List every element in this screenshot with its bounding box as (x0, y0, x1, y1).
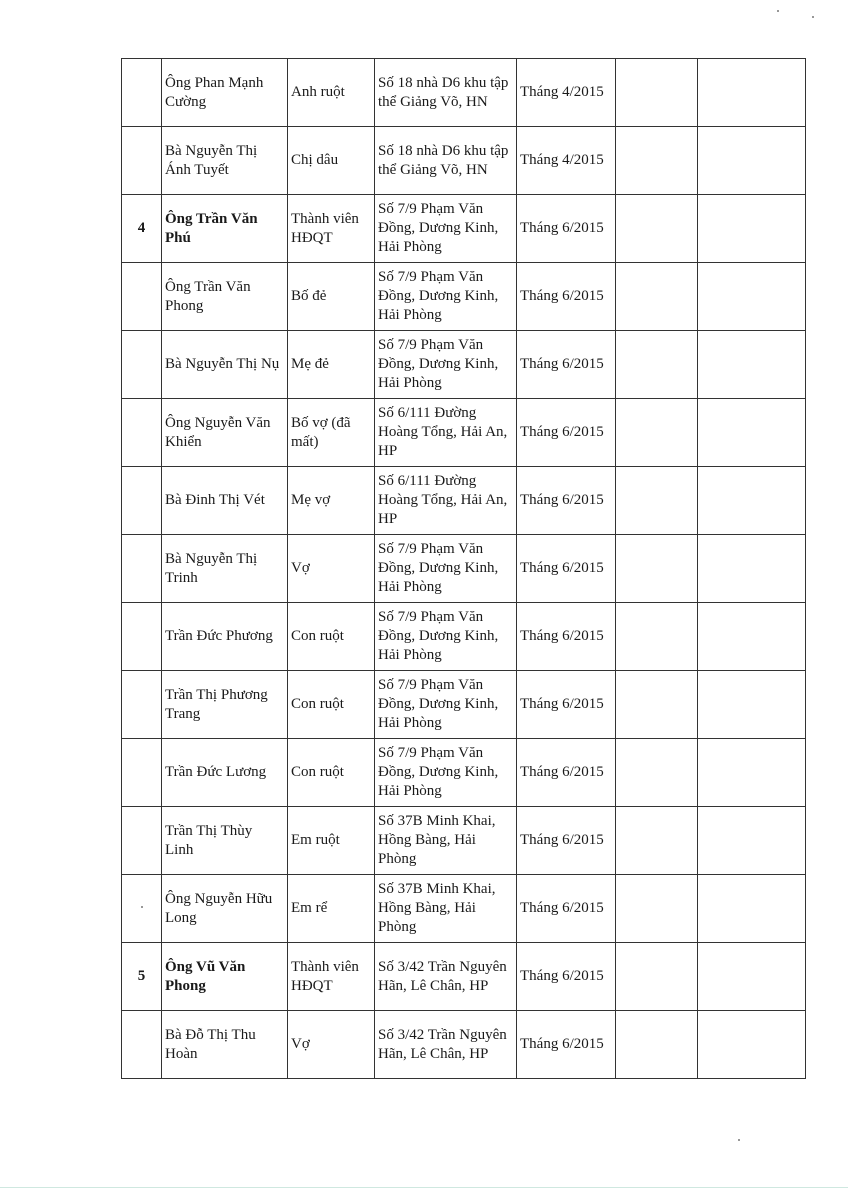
person-name: Ông Nguyễn Văn Khiển (162, 399, 288, 467)
row-number: 5 (122, 943, 162, 1011)
address: Số 7/9 Phạm Văn Đồng, Dương Kinh, Hải Phòng (375, 263, 517, 331)
row-number (122, 739, 162, 807)
address: Số 18 nhà D6 khu tập thể Giảng Võ, HN (375, 59, 517, 127)
empty-cell (616, 59, 698, 127)
relationship: Em rể (288, 875, 375, 943)
person-name: Ông Trần Văn Phong (162, 263, 288, 331)
empty-cell (616, 943, 698, 1011)
scan-speck (738, 1139, 740, 1141)
empty-cell (616, 807, 698, 875)
table-row (122, 875, 806, 943)
empty-cell (616, 195, 698, 263)
row-number: 4 (122, 195, 162, 263)
person-name: Ông Vũ Văn Phong (162, 943, 288, 1011)
address: Số 7/9 Phạm Văn Đồng, Dương Kinh, Hải Phòng (375, 603, 517, 671)
time: Tháng 6/2015 (517, 331, 616, 399)
address: Số 37B Minh Khai, Hồng Bàng, Hải Phòng (375, 875, 517, 943)
row-number (122, 603, 162, 671)
person-name: Ông Phan Mạnh Cường (162, 59, 288, 127)
person-name: Bà Nguyễn Thị Ánh Tuyết (162, 127, 288, 195)
person-name: Trần Thị Phương Trang (162, 671, 288, 739)
relationship: Chị dâu (288, 127, 375, 195)
row-number (122, 875, 162, 943)
time: Tháng 6/2015 (517, 807, 616, 875)
empty-cell (616, 263, 698, 331)
table-row (122, 535, 806, 603)
table-row (122, 943, 806, 1011)
row-number (122, 535, 162, 603)
person-name: Trần Đức Phương (162, 603, 288, 671)
address: Số 7/9 Phạm Văn Đồng, Dương Kinh, Hải Phòng (375, 535, 517, 603)
person-name: Trần Thị Thùy Linh (162, 807, 288, 875)
table-row (122, 671, 806, 739)
row-number (122, 331, 162, 399)
address: Số 3/42 Trần Nguyên Hãn, Lê Chân, HP (375, 943, 517, 1011)
address: Số 37B Minh Khai, Hồng Bàng, Hải Phòng (375, 807, 517, 875)
time: Tháng 6/2015 (517, 399, 616, 467)
address: Số 7/9 Phạm Văn Đồng, Dương Kinh, Hải Phòng (375, 331, 517, 399)
address: Số 7/9 Phạm Văn Đồng, Dương Kinh, Hải Phòng (375, 195, 517, 263)
empty-cell (698, 1011, 806, 1079)
relationship: Em ruột (288, 807, 375, 875)
table-row (122, 127, 806, 195)
scan-speck (141, 906, 143, 908)
empty-cell (616, 739, 698, 807)
empty-cell (616, 331, 698, 399)
time: Tháng 6/2015 (517, 1011, 616, 1079)
relationship: Mẹ vợ (288, 467, 375, 535)
time: Tháng 4/2015 (517, 127, 616, 195)
address: Số 3/42 Trần Nguyên Hãn, Lê Chân, HP (375, 1011, 517, 1079)
empty-cell (616, 875, 698, 943)
row-number (122, 467, 162, 535)
time: Tháng 6/2015 (517, 875, 616, 943)
time: Tháng 4/2015 (517, 59, 616, 127)
row-number (122, 399, 162, 467)
table-row (122, 331, 806, 399)
person-name: Bà Đinh Thị Vét (162, 467, 288, 535)
address: Số 6/111 Đường Hoàng Tổng, Hải An, HP (375, 467, 517, 535)
empty-cell (698, 195, 806, 263)
scan-speck (812, 16, 814, 18)
relationship: Con ruột (288, 739, 375, 807)
empty-cell (698, 127, 806, 195)
relationship: Thành viên HĐQT (288, 943, 375, 1011)
row-number (122, 263, 162, 331)
related-persons-table (121, 58, 806, 1079)
relationship: Vợ (288, 1011, 375, 1079)
time: Tháng 6/2015 (517, 195, 616, 263)
empty-cell (698, 331, 806, 399)
row-number (122, 807, 162, 875)
relationship: Mẹ đẻ (288, 331, 375, 399)
person-name: Ông Trần Văn Phú (162, 195, 288, 263)
scan-edge-line (0, 1187, 848, 1188)
person-name: Bà Đỗ Thị Thu Hoàn (162, 1011, 288, 1079)
table-row (122, 807, 806, 875)
empty-cell (698, 739, 806, 807)
relationship: Thành viên HĐQT (288, 195, 375, 263)
row-number (122, 1011, 162, 1079)
table-row (122, 739, 806, 807)
address: Số 7/9 Phạm Văn Đồng, Dương Kinh, Hải Phòng (375, 671, 517, 739)
relationship: Con ruột (288, 671, 375, 739)
empty-cell (616, 399, 698, 467)
person-name: Bà Nguyễn Thị Trinh (162, 535, 288, 603)
row-number (122, 127, 162, 195)
time: Tháng 6/2015 (517, 535, 616, 603)
empty-cell (698, 263, 806, 331)
empty-cell (698, 59, 806, 127)
table-body (122, 59, 806, 1079)
person-name: Bà Nguyễn Thị Nụ (162, 331, 288, 399)
table-row (122, 263, 806, 331)
empty-cell (616, 603, 698, 671)
table-row (122, 603, 806, 671)
empty-cell (616, 127, 698, 195)
table-row (122, 467, 806, 535)
address: Số 7/9 Phạm Văn Đồng, Dương Kinh, Hải Phòng (375, 739, 517, 807)
empty-cell (698, 399, 806, 467)
empty-cell (698, 467, 806, 535)
table-row (122, 399, 806, 467)
empty-cell (698, 603, 806, 671)
relationship: Vợ (288, 535, 375, 603)
row-number (122, 59, 162, 127)
address: Số 6/111 Đường Hoàng Tổng, Hải An, HP (375, 399, 517, 467)
relationship: Anh ruột (288, 59, 375, 127)
empty-cell (698, 535, 806, 603)
address: Số 18 nhà D6 khu tập thể Giảng Võ, HN (375, 127, 517, 195)
empty-cell (698, 671, 806, 739)
time: Tháng 6/2015 (517, 943, 616, 1011)
time: Tháng 6/2015 (517, 467, 616, 535)
empty-cell (616, 535, 698, 603)
empty-cell (698, 943, 806, 1011)
time: Tháng 6/2015 (517, 263, 616, 331)
empty-cell (616, 1011, 698, 1079)
relationship: Bố đẻ (288, 263, 375, 331)
time: Tháng 6/2015 (517, 603, 616, 671)
row-number (122, 671, 162, 739)
empty-cell (616, 671, 698, 739)
empty-cell (698, 875, 806, 943)
table-row (122, 195, 806, 263)
person-name: Trần Đức Lương (162, 739, 288, 807)
empty-cell (616, 467, 698, 535)
table-row (122, 59, 806, 127)
empty-cell (698, 807, 806, 875)
relationship: Bố vợ (đã mất) (288, 399, 375, 467)
table-row (122, 1011, 806, 1079)
scan-speck (777, 10, 779, 12)
relationship: Con ruột (288, 603, 375, 671)
person-name: Ông Nguyễn Hữu Long (162, 875, 288, 943)
time: Tháng 6/2015 (517, 739, 616, 807)
time: Tháng 6/2015 (517, 671, 616, 739)
